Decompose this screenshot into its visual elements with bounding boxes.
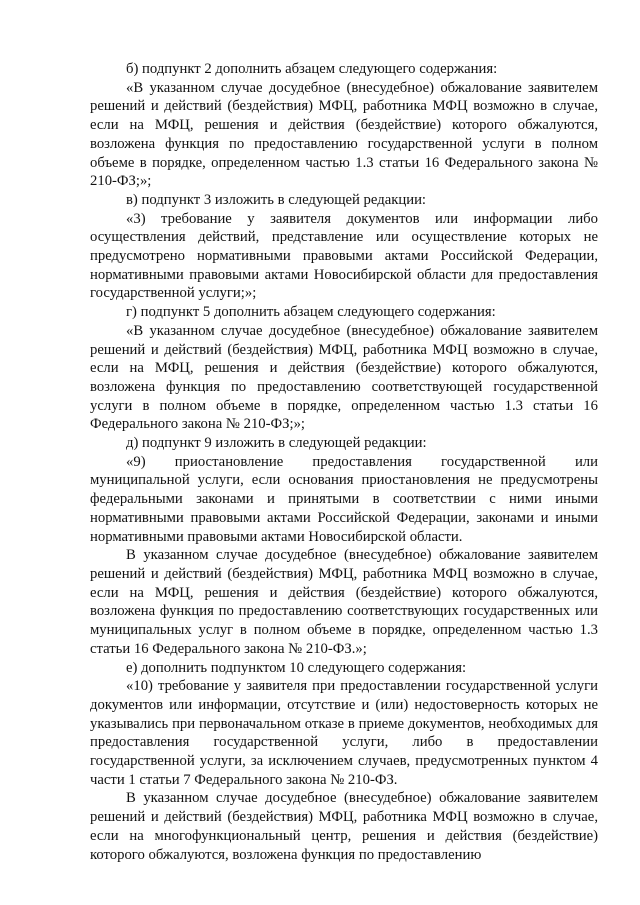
paragraph-e-quote-continued: В указанном случае досудебное (внесудебное) обжалование заявителем решений и действий (бездействия) МФЦ, работника МФЦ возможно в случае, если на многофункциональный центр, решения и действия (бездействие) которого обжалуются, возложена функция по предоставлению <box>90 790 598 863</box>
paragraph-v-quote: «3) требование у заявителя документов или информации либо осуществления действий, представление или осуществление которых не предусмотрено нормативными правовыми актами Российской Федерации, нормативными правовыми актами Новосибирской области для предоставления государственной услуги;»; <box>90 210 598 302</box>
paragraph-v: в) подпункт 3 изложить в следующей редакции: <box>126 191 427 208</box>
paragraph-g: г) подпункт 5 дополнить абзацем следующего содержания: <box>126 304 496 321</box>
paragraph-b: б) подпункт 2 дополнить абзацем следующего содержания: <box>126 61 498 77</box>
paragraph-d-quote: «9) приостановление предоставления государственной или муниципальной услуги, если основания приостановления не предусмотрены федеральными законами и принятыми в соответствии с ними иными нормативными правовыми актами Российской Федерации, законами и иными нормативными правовыми актами Новосибирской области. <box>90 453 598 545</box>
paragraph-d-quote-continued: В указанном случае досудебное (внесудебное) обжалование заявителем решений и действий (бездействия) МФЦ, работника МФЦ возможно в случае, если на МФЦ, решения и действия (бездействие) которого обжалуются, возложена функция по предоставлению соответствующих государственных или муниципальных услуг в полном объеме в порядке, определенном частью 1.3 статьи 16 Федерального закона № 210-ФЗ.»; <box>90 547 598 657</box>
paragraph-e-quote: «10) требование у заявителя при предоставлении государственной услуги документов или информации, отсутствие и (или) недостоверность которых не указывались при первоначальном отказе в приеме документов, необходимых для предоставления государственной услуги, либо в предоставлении государственной услуги, за исключением случаев, предусмотренных пунктом 4 части 1 статьи 7 Федерального закона № 210-ФЗ. <box>90 678 598 788</box>
document-page <box>90 60 598 864</box>
paragraph-e: е) дополнить подпунктом 10 следующего содержания: <box>126 659 467 676</box>
paragraph-d: д) подпункт 9 изложить в следующей редакции: <box>126 435 427 452</box>
paragraph-g-quote: «В указанном случае досудебное (внесудебное) обжалование заявителем решений и действий (бездействия) МФЦ, работника МФЦ возможно в случае, если на МФЦ, решения и действия (бездействие) которого обжалуются, возложена функция по предоставлению соответствующей государственной услуги в полном объеме в порядке, определенном частью 1.3 статьи 16 Федерального закона № 210-ФЗ;»; <box>90 322 598 433</box>
paragraph-b-quote: «В указанном случае досудебное (внесудебное) обжалование заявителем решений и действий (бездействия) МФЦ, работника МФЦ возможно в случае, если на МФЦ, решения и действия (бездействие) которого обжалуются, возложена функция по предоставлению государственной услуги в полном объеме в порядке, определенном частью 1.3 статьи 16 Федерального закона № 210-ФЗ;»; <box>90 79 598 190</box>
